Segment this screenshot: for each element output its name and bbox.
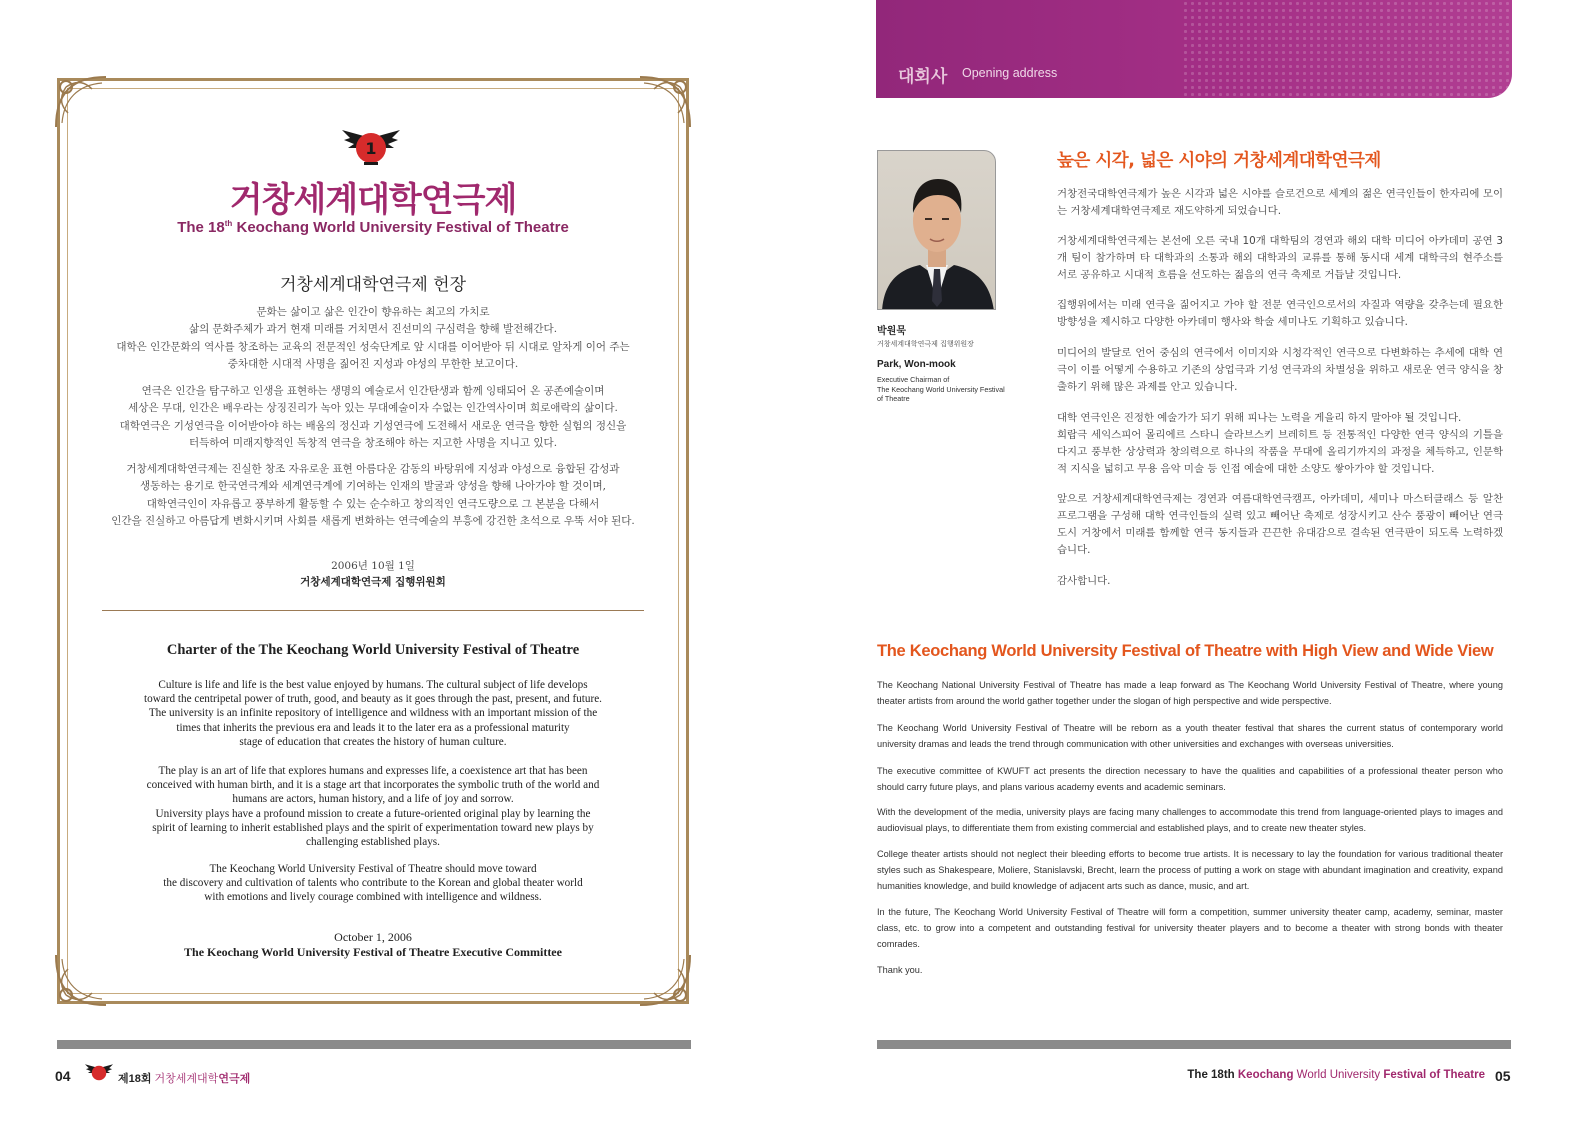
person-name-en: Park, Won-mook bbox=[877, 359, 956, 370]
address-paragraph-en: College theater artists should not neglect their bleeding efforts to become true artists. It is necessary to lay the foundation for various traditional theater styles such as Shakespeare, Moliere, Stanislavski, Brecht, learn the process of putting a work on stage with abundant imagination and creativity, expand humanities knowledge, and build knowledge of adjacent arts such as dance, music, and art. bbox=[877, 849, 1503, 891]
address-paragraph-en: The executive committee of KWUFT act presents the direction necessary to have the qualities and capabilities of a professional theater person who should carry future plays, and plans various academy events and academic seminars. bbox=[877, 766, 1503, 792]
footer-bar-left bbox=[57, 1040, 691, 1049]
address-paragraph-kr: 거창전국대학연극제가 높은 시각과 넓은 시야를 슬로건으로 세계의 젊은 연극인들이 한자리에 모이는 거창세계대학연극제로 재도약하게 되었습니다. bbox=[1057, 188, 1503, 217]
charter-paragraph-en: The Keochang World University Festival of Theatre should move toward the discovery and cultivation of talents who contribute to the Korean and global theater world with emotions and lively courage combined with intelligence and wildness. bbox=[163, 863, 583, 904]
divider bbox=[102, 610, 644, 611]
frame-corner-ornament-icon bbox=[636, 73, 694, 131]
footer-bar-right bbox=[877, 1040, 1511, 1049]
charter-signature-kr: 거창세계대학연극제 집행위원회 bbox=[300, 576, 446, 588]
footer-title-right: The 18th Keochang World University Festival of Theatre bbox=[1187, 1069, 1485, 1081]
address-heading-kr: 높은 시각, 넓은 시야의 거창세계대학연극제 bbox=[1057, 151, 1381, 171]
charter-paragraph-kr: 연극은 인간을 탐구하고 인생을 표현하는 생명의 예술로서 인간탄생과 함께 잉태되어 온 공존예술이며 세상은 무대, 인간은 배우라는 상징진리가 녹아 있는 무대예술이자 수없는 인간역사이며 희로애락의 삶이다. 대학연극은 기성연극을 이어받아야 하는 배움의 정신과 기성연극에 도전해서 새로운 연극을 향한 실험의 정신을 터득하여 미래지향적인 독창적 연극을 창조해야 하는 지고한 사명을 지니고 있다. bbox=[119, 385, 627, 449]
charter-heading-kr: 거창세계대학연극제 헌장 bbox=[279, 275, 467, 295]
address-paragraph-kr: 집행위에서는 미래 연극을 짊어지고 가야 할 전문 연극인으로서의 자질과 역량을 갖추는데 필요한 방향성을 제시하고 다양한 아카데미 행사와 학술 세미나도 기획하고 있습니다. bbox=[1057, 299, 1503, 328]
portrait-photo bbox=[877, 150, 996, 310]
footer-title-left: 제18회 거창세계대학연극제 bbox=[118, 1073, 251, 1085]
address-paragraph-en: The Keochang National University Festival of Theatre has made a leap forward as The Keochang World University Festival of Theatre, where young theater artists from around the world gather together under the slogan of high perspective and wide perspective. bbox=[877, 680, 1503, 706]
address-closing-en: Thank you. bbox=[877, 965, 923, 975]
charter-date-en: October 1, 2006 bbox=[334, 930, 412, 944]
festival-logo-icon bbox=[340, 124, 402, 172]
charter-date-kr: 2006년 10월 1일 bbox=[331, 560, 415, 572]
address-paragraph-kr: 앞으로 거창세계대학연극제는 경연과 여름대학연극캠프, 아카데미, 세미나 마스터클래스 등 알찬 프로그램을 구성해 대학 연극인들의 실력 있고 빼어난 축제로 성장시키고 산수 풍광이 빼어난 연극 도시 거창에서 미래를 함께할 연극 동지들과 끈끈한 유대감으로 결속된 연극판이 되도록 노력하겠습니다. bbox=[1057, 493, 1503, 556]
charter-signature-en: The Keochang World University Festival of Theatre Executive Committee bbox=[184, 945, 562, 959]
page-number-left: 04 bbox=[55, 1068, 71, 1084]
section-title-en: Opening address bbox=[962, 66, 1058, 80]
page-number-right: 05 bbox=[1495, 1068, 1511, 1084]
person-name-kr: 박원묵 bbox=[877, 326, 906, 337]
address-heading-en: The Keochang World University Festival of Theatre with High View and Wide View bbox=[877, 642, 1494, 660]
svg-text:1: 1 bbox=[365, 139, 377, 158]
person-role-en: Executive Chairman of The Keochang World University Festival of Theatre bbox=[877, 375, 1005, 403]
header-band bbox=[876, 0, 1512, 98]
address-closing-kr: 감사합니다. bbox=[1057, 575, 1111, 587]
address-paragraph-kr: 거창세계대학연극제는 본선에 오른 국내 10개 대학팀의 경연과 해외 대학 미디어 아카데미 공연 3개 팀이 참가하며 타 대학과의 소통과 해외 대학과의 교류를 통해 동시대 세계 대학극의 현주소를 서로 공유하고 시대적 흐름을 선도하는 젊음의 연극 축제로 거듭날 것입니다. bbox=[1057, 235, 1503, 281]
address-paragraph-kr: 대학 연극인은 진정한 예술가가 되기 위해 피나는 노력을 게을리 하지 말아야 될 것입니다. 희랍극 세익스피어 몰리에르 스타니 슬라브스키 브레히트 등 전통적인 다양한 연극 양식의 기틀을 다지고 풍부한 상상력과 창의력으로 하나의 작품을 무대에 올리기까지의 과정을 체득하고, 인문학적 지식을 넓히고 무용 음악 미술 등 인접 예술에 대한 소양도 쌓아가야 할 것입니다. bbox=[1057, 412, 1503, 475]
festival-title-kr: 거창세계대학연극제 bbox=[229, 180, 517, 220]
address-paragraph-en: The Keochang World University Festival of Theatre will be reborn as a youth theater festival that shares the current status of contemporary world university dramas and leads the trend through communication with other universities and exchanges with overseas universities. bbox=[877, 723, 1503, 749]
charter-paragraph-kr: 거창세계대학연극제는 진실한 창조 자유로운 표현 아름다운 감동의 바탕위에 지성과 야성으로 융합된 감성과 생동하는 용기로 한국연극계와 세계연극계에 기여하는 인재의 발굴과 양성을 향해 나아가야 할 것이며, 대학연극인이 자유롭고 풍부하게 활동할 수 있는 순수하고 창의적인 연극도량으로 그 본분을 다해서 인간을 진실하고 아름답게 변화시키며 사회를 새롭게 변화하는 연극예술의 부흥에 강건한 초석으로 우뚝 서야 된다. bbox=[111, 463, 635, 527]
charter-paragraph-kr: 문화는 삶이고 삶은 인간이 향유하는 최고의 가치로 삶의 문화주체가 과거 현재 미래를 거치면서 진선미의 구심력을 향해 발전해간다. 대학은 인간문화의 역사를 창조하는 교육의 전문적인 성숙단계로 앞 시대를 이어받아 뒤 시대로 알차게 이어 주는 중차대한 시대적 사명을 짊어진 지성과 야성의 무한한 보고이다. bbox=[116, 306, 630, 370]
festival-title-en: The 18th Keochang World University Festival of Theatre bbox=[177, 219, 569, 236]
footer-logo-icon bbox=[84, 1061, 114, 1085]
section-title-kr: 대회사 bbox=[898, 67, 948, 87]
frame-corner-ornament-icon bbox=[52, 73, 110, 131]
address-paragraph-en: In the future, The Keochang World University Festival of Theatre will form a competition, summer university theater camp, academy, seminar, master class, etc. to grow into a competent and outstanding festival for university theater players and to become a theater with strong bonds with theater comrades. bbox=[877, 907, 1503, 949]
charter-paragraph-en: The play is an art of life that explores humans and expresses life, a coexistence art that has been conceived with human birth, and it is a stage art that incorporates the symbolic truth of the world and humans are actors, human history, and a life of joy and sorrow. University plays have a profound mission to create a future-oriented original play by learning the spirit of learning to inherit established plays and the spirit of experimentation toward new plays by challenging established plays. bbox=[146, 765, 600, 849]
address-paragraph-kr: 미디어의 발달로 언어 중심의 연극에서 이미지와 시청각적인 연극으로 다변화하는 추세에 대학 연극이 이를 어떻게 수용하고 기존의 상업극과 기성 연극과의 차별성을 위하고 새로운 연극 양식을 창출하기 위해 많은 과제를 안고 있습니다. bbox=[1057, 347, 1503, 393]
address-paragraph-en: With the development of the media, university plays are facing many challenges to accommodate this trend from language-oriented plays to images and audiovisual plays, to differentiate them from existing commercial and established plays, and to create new theater styles. bbox=[877, 807, 1503, 833]
charter-heading-en: Charter of the The Keochang World University Festival of Theatre bbox=[166, 642, 580, 658]
charter-paragraph-en: Culture is life and life is the best value enjoyed by humans. The cultural subject of life develops toward the centripetal power of truth, good, and beauty as it goes through the past, present, and future. The university is an infinite repository of intelligence and wildness with an important mission of the times that inherits the previous era and leads it to the later era as a professional maturity stage of education that creates the history of human culture. bbox=[144, 679, 602, 748]
person-role-kr: 거창세계대학연극제 집행위원장 bbox=[877, 340, 974, 348]
